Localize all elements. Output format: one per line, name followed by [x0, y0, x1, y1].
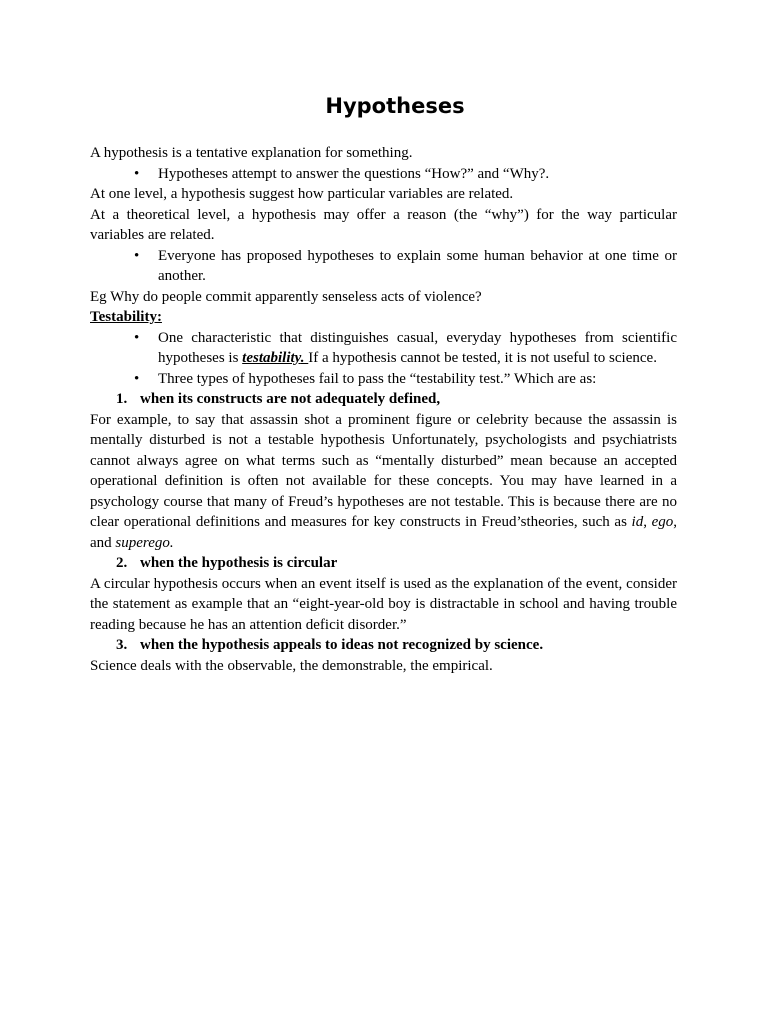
numbered-item-text: when the hypothesis is circular	[140, 555, 338, 571]
numbered-item-2	[90, 553, 677, 574]
bullet-text: Hypotheses attempt to answer the questions “How?” and “Why?.	[158, 165, 550, 182]
bullet-item-everyone	[90, 246, 677, 287]
bullet-icon: •	[134, 165, 140, 182]
freud-and: and	[90, 534, 116, 551]
bullet-icon: •	[134, 247, 140, 264]
term-id: id	[631, 514, 644, 530]
freud-text: For example, to say that assassin shot a prominent figure or celebrity because the assassin is mentally disturbed is not a testable hypothesis Unfortunately, psychologists and psychiatrists cannot always agree on what terms such as “mentally disturbed” mean because an accepted operational definition is often not available for these concepts. You may have learned in a psychology course that many of Freud’s hypotheses are not testable. This is because there are no clear operational definitions and measures for key constructs in Freud’stheories, such as	[90, 411, 677, 530]
paragraph-theoretical-level: At a theoretical level, a hypothesis may offer a reason (the “why”) for the way particular variables are related.	[90, 206, 677, 243]
bullet-item-three-types	[90, 369, 677, 390]
bullet-text-post: If a hypothesis cannot be tested, it is not useful to science.	[308, 350, 657, 366]
paragraph-definition: A hypothesis is a tentative explanation for something.	[90, 145, 413, 161]
testability-term-text: testability	[242, 350, 301, 366]
testability-heading: Testability:	[90, 309, 162, 325]
section-heading-testability	[90, 307, 677, 328]
paragraph-freud: For example, to say that assassin shot a prominent figure or celebrity because the assassin is mentally disturbed is not a testable hypothesis Unfortunately, psychologists and psychiatrists cannot always agree on what terms such as “mentally disturbed” mean because an accepted operational definition is often not available for these concepts. You may have learned in a psychology course that many of Freud’s hypotheses are not testable. This is because there are no clear operational definitions and measures for key constructs in Freud’stheories, such as id, ego, and superego.	[90, 411, 678, 551]
list-number: 3.	[116, 637, 128, 653]
paragraph-example: Eg Why do people commit apparently senseless acts of violence?	[90, 288, 482, 305]
bullet-text-pre: One characteristic that distinguishes casual, everyday hypotheses from scientific hypotheses is	[158, 329, 677, 366]
bullet-item-questions	[90, 164, 677, 185]
numbered-item-1	[90, 389, 677, 410]
paragraph-science: Science deals with the observable, the demonstrable, the empirical.	[90, 657, 493, 674]
numbered-item-text: when its constructs are not adequately defined,	[140, 391, 441, 407]
list-number: 2.	[116, 555, 128, 571]
list-number: 1.	[116, 391, 128, 407]
numbered-item-text: when the hypothesis appeals to ideas not recognized by science.	[140, 637, 544, 653]
paragraph-circular: A circular hypothesis occurs when an event itself is used as the explanation of the event, consider the statement as example that an “eight-year-old boy is distractable in school and having trouble reading because he has an attention deficit disorder.”	[90, 575, 677, 633]
testability-term: testability.	[242, 350, 309, 366]
page-title: Hypotheses	[325, 94, 465, 118]
bullet-text: Three types of hypotheses fail to pass the “testability test.” Which are as:	[158, 370, 597, 387]
paragraph-one-level: At one level, a hypothesis suggest how particular variables are related.	[90, 186, 514, 202]
term-ego: ego	[651, 514, 674, 530]
bullet-item-characteristic	[90, 328, 677, 369]
bullet-text: Everyone has proposed hypotheses to explain some human behavior at one time or another.	[158, 247, 677, 284]
bullet-icon: •	[134, 370, 140, 387]
bullet-icon: •	[134, 329, 140, 346]
term-superego: superego.	[115, 534, 174, 551]
bullet-text	[158, 330, 677, 367]
numbered-item-3	[90, 635, 677, 656]
document-body	[90, 143, 677, 676]
